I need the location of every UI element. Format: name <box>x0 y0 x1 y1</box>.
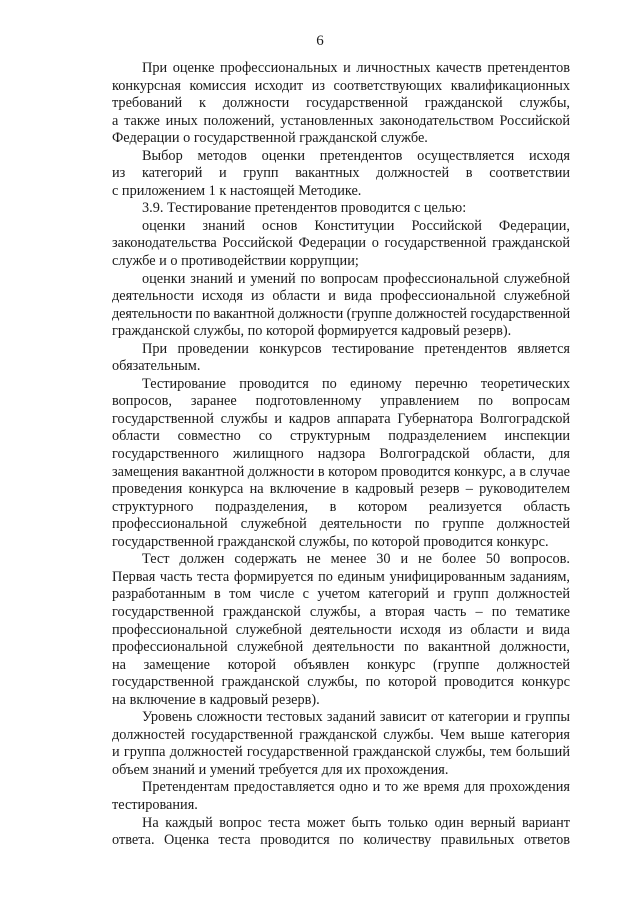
text-line: из категорий и групп вакантных должностей в соответствии <box>112 165 570 182</box>
text-line: на замещение которой объявлен конкурс (группе должностей <box>112 656 570 673</box>
text-line: гражданской службы, по которой формируется кадровый резерв). <box>112 323 512 340</box>
text-line: 3.9. Тестирование претендентов проводится с целью: <box>142 200 467 217</box>
text-line: государственной гражданской службы, а вторая часть – по тематике <box>112 603 570 620</box>
text-line: деятельности исходя из области и вида профессиональной служебной <box>112 288 570 305</box>
text-line: деятельности по вакантной должности (группе должностей государственной <box>112 305 570 322</box>
text-line: Первая часть теста формируется по единым унифицированным заданиям, <box>112 568 570 585</box>
text-line: профессиональной служебной деятельности по вакантной должности, <box>112 639 570 656</box>
text-line: вопросов, заранее подготовленному управлением по вопросам <box>112 393 570 410</box>
text-line: а также иных положений, установленных законодательством Российской <box>112 112 570 129</box>
text-line: ответа. Оценка теста проводится по количеству правильных ответов <box>112 832 570 849</box>
text-line: на включение в кадровый резерв). <box>112 691 320 708</box>
text-line: и группа должностей государственной гражданской службы, тем больший <box>112 744 570 761</box>
text-line: На каждый вопрос теста может быть только один верный вариант <box>142 814 570 831</box>
text-line: Тестирование проводится по единому перечню теоретических <box>142 375 570 392</box>
text-line: обязательным. <box>112 358 201 375</box>
text-line: Претендентам предоставляется одно и то же время для прохождения <box>142 779 570 796</box>
text-line: требований к должности государственной гражданской службы, <box>112 95 570 112</box>
text-line: Тест должен содержать не менее 30 и не более 50 вопросов. <box>142 551 570 568</box>
text-line: При оценке профессиональных и личностных качеств претендентов <box>142 60 570 76</box>
text-line: профессиональной служебной деятельности исходя из области и вида <box>112 621 570 638</box>
text-line: объем знаний и умений требуется для их прохождения. <box>112 761 449 778</box>
text-line: должностей государственной гражданской службы. Чем выше категория <box>112 726 570 743</box>
page-number: 6 <box>316 33 324 49</box>
text-line: государственного жилищного надзора Волгоградской области, для <box>112 446 570 463</box>
text-line: государственной гражданской службы, по которой проводится конкурс <box>112 674 570 691</box>
text-line: При проведении конкурсов тестирование претендентов является <box>142 340 570 357</box>
text-line: Выбор методов оценки претендентов осуществляется исходя <box>142 147 570 164</box>
text-line: государственной гражданской службы, по которой проводится конкурс. <box>112 533 549 550</box>
text-line: государственной службы и кадров аппарата Губернатора Волгоградской <box>112 410 570 427</box>
text-line: службе и о противодействии коррупции; <box>112 253 359 270</box>
text-line: тестирования. <box>112 796 198 813</box>
text-line: профессиональной служебной деятельности по группе должностей <box>112 516 570 533</box>
text-line: структурного подразделения, в котором реализуется область <box>112 498 570 515</box>
text-line: оценки знаний основ Конституции Российской Федерации, <box>142 217 570 234</box>
text-line: Уровень сложности тестовых заданий зависит от категории и группы <box>142 709 570 726</box>
text-line: области совместно со структурным подразделением инспекции <box>112 428 570 445</box>
text-line: с приложением 1 к настоящей Методике. <box>112 182 362 199</box>
document-body <box>112 60 570 850</box>
text-line: замещения вакантной должности в котором проводится конкурс, а в случае <box>112 463 570 480</box>
text-line: разработанным в том числе с учетом категорий и групп должностей <box>112 586 570 603</box>
text-line: оценки знаний и умений по вопросам профессиональной служебной <box>142 270 570 287</box>
text-line: конкурсная комиссия исходит из соответствующих квалификационных <box>112 77 570 94</box>
text-line: проведения конкурса на включение в кадровый резерв – руководителем <box>112 481 570 498</box>
text-line: законодательства Российской Федерации о государственной гражданской <box>112 235 570 252</box>
text-line: Федерации о государственной гражданской службе. <box>112 130 428 147</box>
